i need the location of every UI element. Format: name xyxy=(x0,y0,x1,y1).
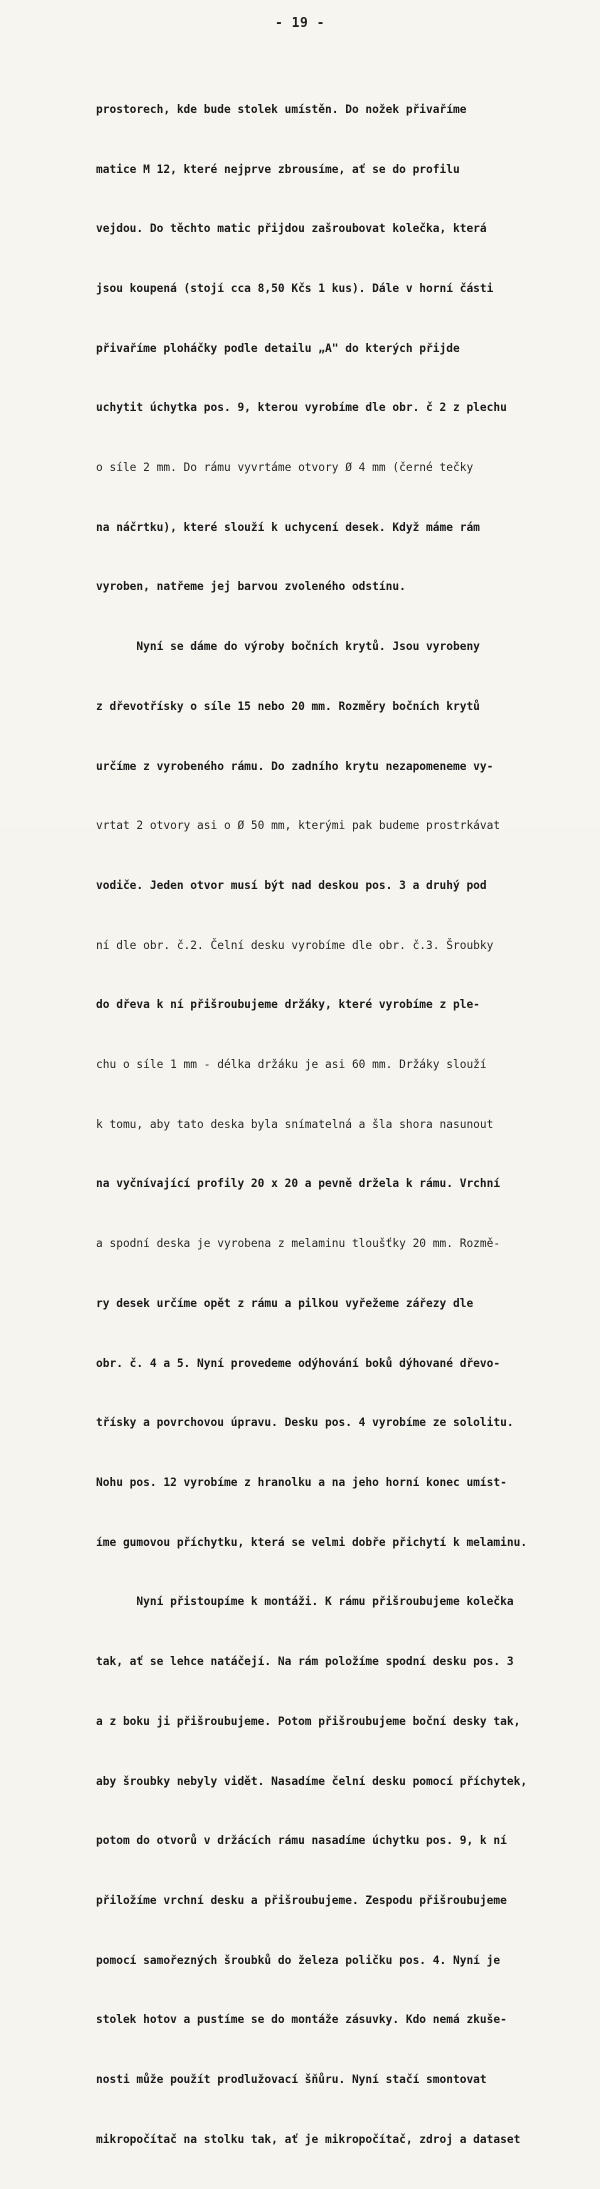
text-line: třísky a povrchovou úpravu. Desku pos. 4 vyrobíme ze sololitu. xyxy=(96,1416,514,1430)
text-line: vejdou. Do těchto matic přijdou zašroubovat kolečka, která xyxy=(96,222,487,236)
document-body xyxy=(96,60,584,2189)
text-line: a z boku ji přišroubujeme. Potom přišroubujeme boční desky tak, xyxy=(96,1714,521,1728)
text-line: prostorech, kde bude stolek umístěn. Do nožek přivaříme xyxy=(96,102,467,116)
text-line: potom do otvorů v držácích rámu nasadíme úchytku pos. 9, k ní xyxy=(96,1834,507,1848)
text-line: mikropočítač na stolku tak, ať je mikropočítač, zdroj a dataset xyxy=(96,2132,521,2146)
text-line: o síle 2 mm. Do rámu vyvrtáme otvory Ø 4 mm (černé tečky xyxy=(96,461,474,475)
text-line: na vyčnívající profily 20 x 20 a pevně držela k rámu. Vrchní xyxy=(96,1177,501,1191)
text-line: stolek hotov a pustíme se do montáže zásuvky. Kdo nemá zkuše- xyxy=(96,2013,507,2027)
text-line: tak, ať se lehce natáčejí. Na rám položíme spodní desku pos. 3 xyxy=(96,1655,514,1669)
text-line: pomocí samořezných šroubků do železa poličku pos. 4. Nyní je xyxy=(96,1953,501,1967)
text-line: určíme z vyrobeného rámu. Do zadního krytu nezapomeneme vy- xyxy=(96,759,494,773)
text-line: z dřevotřísky o síle 15 nebo 20 mm. Rozměry bočních krytů xyxy=(96,699,480,713)
text-line: chu o síle 1 mm - délka držáku je asi 60 mm. Držáky slouží xyxy=(96,1058,487,1072)
page-number: - 19 - xyxy=(275,16,325,31)
text-line: Nyní se dáme do výroby bočních krytů. Jsou vyrobeny xyxy=(96,640,480,654)
text-line: ní dle obr. č.2. Čelní desku vyrobíme dle obr. č.3. Šroubky xyxy=(96,938,494,952)
text-line: matice M 12, které nejprve zbrousíme, ať se do profilu xyxy=(96,162,460,176)
text-line: přivaříme ploháčky podle detailu „A" do kterých přijde xyxy=(96,341,460,355)
text-line: vodiče. Jeden otvor musí být nad deskou pos. 3 a druhý pod xyxy=(96,878,487,892)
text-line: obr. č. 4 a 5. Nyní provedeme odýhování boků dýhované dřevo- xyxy=(96,1356,501,1370)
text-line: uchytit úchytka pos. 9, kterou vyrobíme dle obr. č 2 z plechu xyxy=(96,401,507,415)
text-line: vrtat 2 otvory asi o Ø 50 mm, kterými pak budeme prostrkávat xyxy=(96,819,501,833)
text-line: Nohu pos. 12 vyrobíme z hranolku a na jeho horní konec umíst- xyxy=(96,1475,507,1489)
text-line: íme gumovou příchytku, která se velmi dobře přichytí k melaminu. xyxy=(96,1535,528,1549)
text-line: do dřeva k ní přišroubujeme držáky, které vyrobíme z ple- xyxy=(96,998,480,1012)
text-line: a spodní deska je vyrobena z melaminu tloušťky 20 mm. Rozmě- xyxy=(96,1237,501,1251)
text-line: ry desek určíme opět z rámu a pilkou vyřežeme zářezy dle xyxy=(96,1296,474,1310)
text-line: Nyní přistoupíme k montáži. K rámu přišroubujeme kolečka xyxy=(96,1595,514,1609)
text-line: aby šroubky nebyly vidět. Nasadíme čelní desku pomocí příchytek, xyxy=(96,1774,528,1788)
text-line: na náčrtku), které slouží k uchycení desek. Když máme rám xyxy=(96,520,480,534)
text-line: vyroben, natřeme jej barvou zvoleného odstínu. xyxy=(96,580,406,594)
text-line: k tomu, aby tato deska byla snímatelná a šla shora nasunout xyxy=(96,1117,494,1131)
text-line: přiložíme vrchní desku a přišroubujeme. Zespodu přišroubujeme xyxy=(96,1893,507,1907)
text-line: jsou koupená (stojí cca 8,50 Kčs 1 kus). Dále v horní části xyxy=(96,281,494,295)
text-line: nosti může použít prodlužovací šňůru. Nyní stačí smontovat xyxy=(96,2073,487,2087)
